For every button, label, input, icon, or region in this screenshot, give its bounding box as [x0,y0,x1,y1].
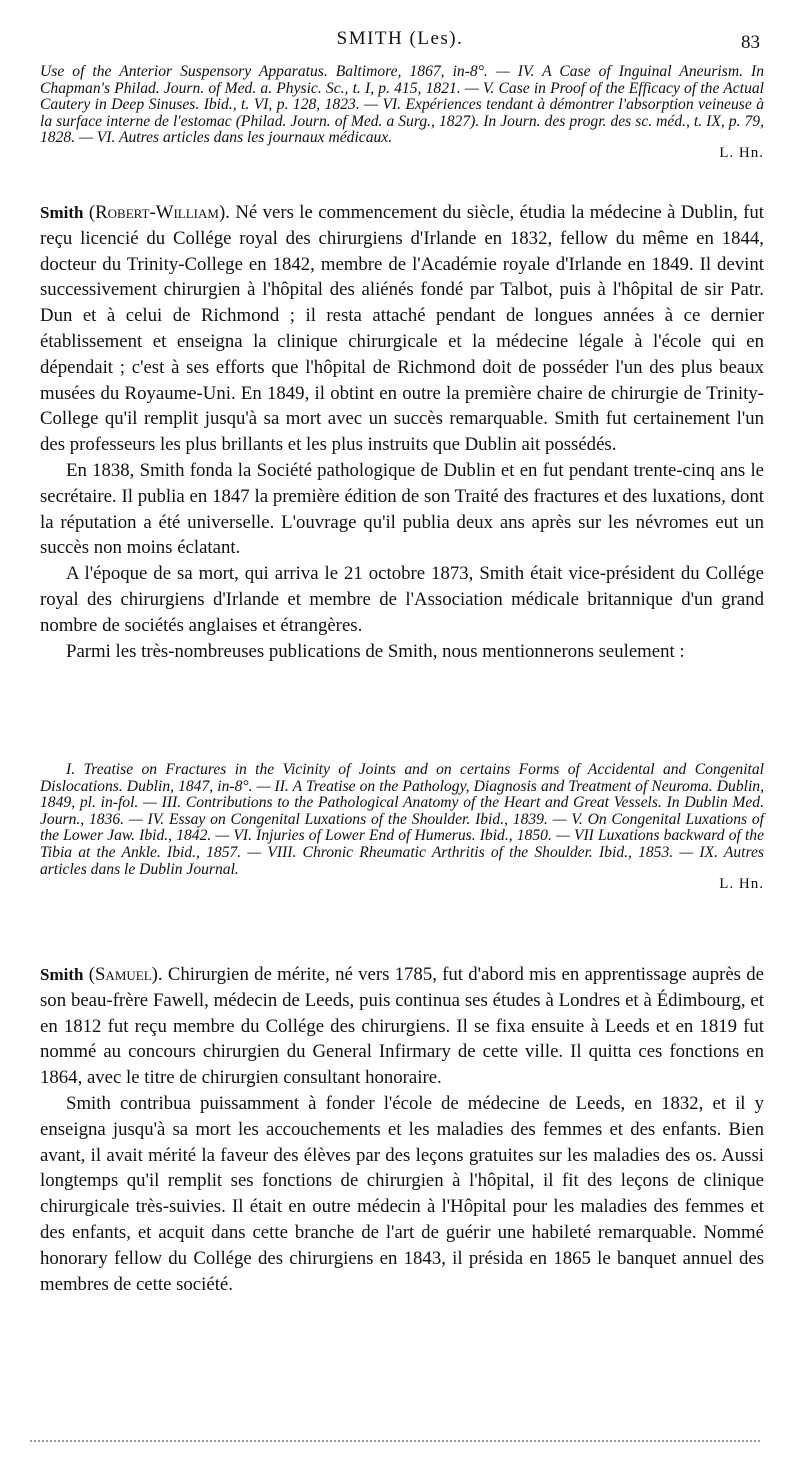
entry-robert-signature: L. Hn. [719,876,764,893]
entry-robert-para-1 [40,200,764,458]
footer-divider [30,1440,760,1444]
entry-robert-para-2: En 1838, Smith fonda la Société pathologique de Dublin et en fut pendant trente-cinq ans le secrétaire. Il publia en 1847 la première édition de son Traité des fractures et des luxations, dont la réputation a été universelle. L'ouvrage qu'il publia deux ans après sur les névromes eut un succès non moins éclatant. [40,459,764,559]
entry-robert-given-names: (Robert-William). [88,202,230,223]
entry-robert-bibliography-text: I. Treatise on Fractures in the Vicinity of Joints and on certains Forms of Accidental and Congenital Dislocations. Dublin, 1847, in-8°. — II. A Treatise on the Pathology, Diagnosis and Treatment of Neuroma. Dublin, 1849, pl. in-fol. — III. Contributions to the Pathological Anatomy of the Heart and Great Vessels. In Dublin Med. Journ., 1836. — IV. Essay on Congenital Luxations of the Shoulder. Ibid., 1839. — V. On Congenital Luxations of the Lower Jaw. Ibid., 1842. — VI. Injuries of Lower End of Humerus. Ibid., 1850. — VII Luxations backward of the Tibia at the Ankle. Ibid., 1857. — VIII. Chronic Rheumatic Arthritis of the Shoulder. Ibid., 1853. — IX. Autres articles dans le Dublin Journal. [40,761,764,878]
running-title: SMITH (Les). [336,28,464,49]
entry-samuel-given-names: (Samuel). [88,964,163,985]
previous-entry-text: Use of the Anterior Suspensory Apparatus. Baltimore, 1867, in-8°. — IV. A Case of Inguinal Aneurism. In Chapman's Philad. Journ. of Med. a. Physic. Sc., t. I, p. 415, 1821. — V. Case in Proof of the Efficacy of the Actual Cautery in Deep Sinuses. Ibid., t. VI, p. 128, 1823. — VI. Expériences tendant à démontrer l'absorption veineuse à la surface interne de l'estomac (Philad. Journ. of Med. a Surg., 1827). In Journ. des progr. des sc. méd., t. IX, p. 79, 1828. — VI. Autres articles dans les journaux médicaux. [40,63,764,147]
entry-robert-para-3: A l'époque de sa mort, qui arriva le 21 octobre 1873, Smith était vice-président du Collége royal des chirurgiens d'Irlande et membre de l'Association médicale britannique d'un grand nombre de sociétés anglaises et étrangères. [40,563,764,636]
entry-samuel-para-1 [40,962,764,1091]
entry-robert-bibliography [40,762,764,893]
previous-entry-continuation [40,64,764,162]
entry-robert-para-1-text: Né vers le commencement du siècle, étudia la médecine à Dublin, fut reçu licencié du Collége royal des chirurgiens d'Irlande en 1832, fellow du même en 1844, docteur du Trinity-College en 1842, membre de l'Académie royale d'Irlande en 1849. Il devint successivement chirurgien à l'hôpital des aliénés fondé par Talbot, puis à l'hôpital de sir Patr. Dun et à celui de Richmond ; il resta attaché pendant de longues années à ce dernier établissement et enseigna la clinique chirurgicale et la médecine légale à l'école qui en dépendait ; c'est à ses efforts que l'hôpital de Richmond doit de posséder l'un des plus beaux musées du Royaume-Uni. En 1849, il obtint en outre la première chaire de chirurgie de Trinity-College qu'il remplit jusqu'à sa mort avec un succès remarquable. Smith fut certainement l'un des professeurs les plus brillants et les plus instruits que Dublin ait possédés. [40,202,764,456]
running-head [40,28,760,54]
entry-robert-name: Smith [40,203,84,222]
entry-samuel-name: Smith [40,965,84,984]
previous-entry-signature: L. Hn. [719,144,764,161]
entry-robert-william-smith [40,200,764,664]
entry-samuel-para-1-text: Chirurgien de mérite, né vers 1785, fut d'abord mis en apprentissage auprès de son beau-frère Fawell, médecin de Leeds, puis continua ses études à Londres et à Édimbourg, et en 1812 fut reçu membre du Collége des chirurgiens. Il se fixa ensuite à Leeds et en 1819 fut nommé au concours chirurgien du General Infirmary de cette ville. Il quitta ces fonctions en 1864, avec le titre de chirurgien consultant honoraire. [40,964,764,1089]
entry-samuel-smith [40,962,764,1297]
page-number: 83 [741,32,760,53]
entry-robert-para-4: Parmi les très-nombreuses publications de Smith, nous mentionnerons seulement : [66,640,685,662]
entry-samuel-para-2: Smith contribua puissamment à fonder l'école de médecine de Leeds, en 1832, et il y enseigna jusqu'à sa mort les accouchements et les maladies des femmes et des enfants. Bien avant, il avait mérité la faveur des élèves par des leçons gratuites sur les maladies des os. Aussi longtemps qu'il remplit ses fonctions de chirurgien à l'hôpital, il fit des leçons de clinique chirurgicale très-suivies. Il était en outre médecin à l'Hôpital pour les maladies des femmes et des enfants, et acquit dans cette branche de l'art de guérir une habileté remarquable. Nommé honorary fellow du Collége des chirurgiens en 1843, il présida en 1865 le banquet annuel des membres de cette société. [40,1092,764,1295]
